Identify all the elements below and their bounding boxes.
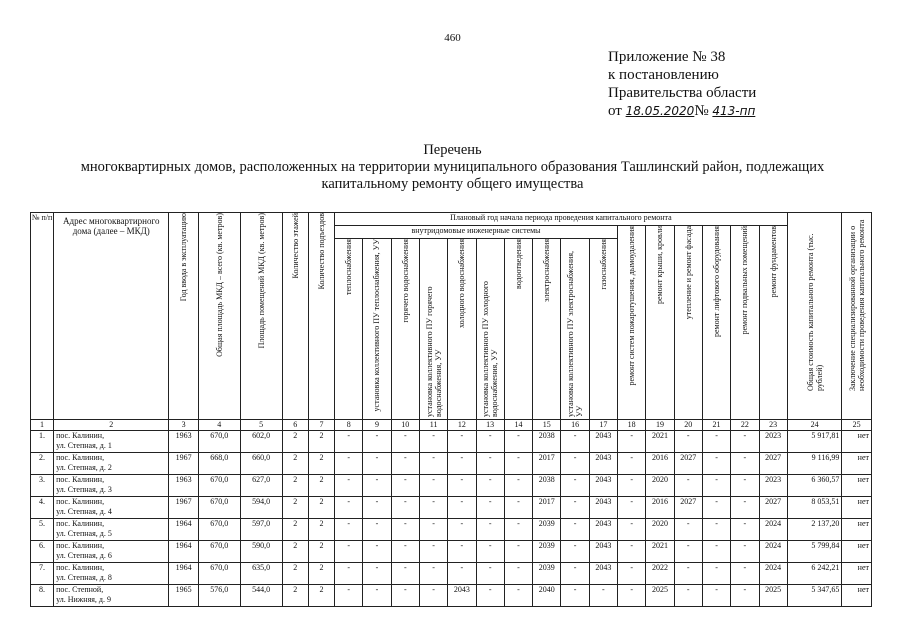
appendix-line-2: к постановлению (608, 67, 719, 83)
column-number: 7 (308, 420, 334, 431)
table-cell: 5. (31, 519, 54, 541)
table-cell: 2 (308, 497, 334, 519)
address-line-2: ул. Степная, д. 6 (56, 551, 112, 560)
table-cell: - (674, 585, 702, 607)
table-cell: 8. (31, 585, 54, 607)
table-cell: 2023 (759, 475, 787, 497)
table-cell: - (561, 475, 589, 497)
table-cell: 2027 (759, 497, 787, 519)
table-cell: 2038 (533, 475, 561, 497)
table-cell: - (618, 585, 646, 607)
table-cell: 670,0 (198, 475, 240, 497)
table-cell: - (731, 585, 759, 607)
table-cell: 2 (282, 453, 308, 475)
table-cell: 3. (31, 475, 54, 497)
table-cell: - (702, 563, 730, 585)
column-number: 21 (702, 420, 730, 431)
header-electric: электроснабжения (533, 239, 561, 420)
table-cell: - (731, 541, 759, 563)
table-cell: 2043 (589, 453, 617, 475)
table-cell: 670,0 (198, 563, 240, 585)
table-cell: - (363, 563, 391, 585)
table-cell: - (618, 563, 646, 585)
table-cell: 627,0 (240, 475, 282, 497)
table-cell: - (504, 431, 532, 453)
address-line-2: ул. Степная, д. 4 (56, 507, 112, 516)
table-cell: - (731, 563, 759, 585)
table-cell: - (448, 497, 476, 519)
header-address: Адрес многоквартирного дома (далее – МКД) (54, 213, 169, 420)
address-cell (54, 585, 169, 607)
column-number: 3 (169, 420, 198, 431)
table-cell: - (504, 541, 532, 563)
table-cell: - (731, 519, 759, 541)
column-number: 8 (335, 420, 363, 431)
table-cell: 2020 (646, 475, 674, 497)
table-cell: 2. (31, 453, 54, 475)
column-number: 16 (561, 420, 589, 431)
header-drainage: водоотведения (504, 239, 532, 420)
table-cell: - (702, 431, 730, 453)
table-cell: - (561, 563, 589, 585)
table-cell: - (476, 497, 504, 519)
header-elevator: ремонт лифтового оборудования (702, 226, 730, 420)
houses-table (30, 212, 872, 607)
table-cell: 2039 (533, 541, 561, 563)
address-line-1: пос. Степной, (56, 585, 104, 594)
table-cell: 6. (31, 541, 54, 563)
table-cell: 670,0 (198, 541, 240, 563)
table-cell: 2 (308, 519, 334, 541)
table-row (31, 563, 872, 585)
column-number: 22 (731, 420, 759, 431)
column-number: 10 (391, 420, 419, 431)
table-cell: 2 (308, 453, 334, 475)
table-cell: 670,0 (198, 497, 240, 519)
table-cell: - (504, 453, 532, 475)
table-cell: 2 (282, 519, 308, 541)
table-cell: 2027 (674, 497, 702, 519)
table-cell: 602,0 (240, 431, 282, 453)
table-cell: - (391, 585, 419, 607)
column-number: 25 (842, 420, 872, 431)
column-number: 1 (31, 420, 54, 431)
table-cell: - (476, 541, 504, 563)
table-cell: - (335, 497, 363, 519)
table-cell: - (448, 431, 476, 453)
table-cell: - (504, 519, 532, 541)
table-cell: - (674, 541, 702, 563)
table-cell: 2039 (533, 563, 561, 585)
header-floors: Количество этажей (282, 213, 308, 420)
appendix-line-3: Правительства области (608, 85, 757, 101)
cost-cell: 9 116,99 (787, 453, 842, 475)
table-cell: - (702, 519, 730, 541)
table-cell: - (363, 431, 391, 453)
header-hot-water-meter: установка коллективного ПУ горячего водоснабжения, УУ (419, 239, 447, 420)
address-cell (54, 563, 169, 585)
table-cell: - (476, 519, 504, 541)
cost-cell: 8 053,51 (787, 497, 842, 519)
table-cell: - (618, 431, 646, 453)
table-row (31, 541, 872, 563)
cost-cell: 5 799,84 (787, 541, 842, 563)
table-cell: - (363, 475, 391, 497)
table-row (31, 519, 872, 541)
header-total-cost: Общая стоимость капитального ремонта (тыс. рублей) (787, 213, 842, 420)
table-cell: - (335, 585, 363, 607)
column-number: 11 (419, 420, 447, 431)
table-cell: - (363, 541, 391, 563)
table-cell: 1964 (169, 519, 198, 541)
table-cell: - (561, 519, 589, 541)
appendix-date-line (608, 102, 756, 120)
table-cell: - (391, 475, 419, 497)
address-line-2: ул. Степная, д. 3 (56, 485, 112, 494)
table-cell: - (419, 431, 447, 453)
table-cell: 1965 (169, 585, 198, 607)
table-cell: 1963 (169, 475, 198, 497)
table-cell: 597,0 (240, 519, 282, 541)
table-cell: - (702, 585, 730, 607)
header-conclusion: Заключение специализированной организации о необходимости проведения капитального ремонта (842, 213, 872, 420)
header-hot-water: горячего водоснабжения (391, 239, 419, 420)
table-cell: 2 (308, 431, 334, 453)
table-cell: - (561, 453, 589, 475)
cost-cell: 5 917,81 (787, 431, 842, 453)
table-cell: - (731, 431, 759, 453)
table-cell: 2025 (646, 585, 674, 607)
column-number: 13 (476, 420, 504, 431)
column-number: 6 (282, 420, 308, 431)
table-cell: 2043 (589, 497, 617, 519)
column-number: 24 (787, 420, 842, 431)
table-cell: - (363, 453, 391, 475)
table-cell: - (618, 519, 646, 541)
table-cell: - (419, 453, 447, 475)
conclusion-cell: нет (842, 453, 872, 475)
title-line-3: капитальному ремонту общего имущества (321, 176, 584, 192)
header-electric-meter: установка коллективного ПУ электроснабжения, УУ (561, 239, 589, 420)
table-cell: 2027 (759, 453, 787, 475)
table-cell: 2 (282, 431, 308, 453)
header-heat: теплоснабжения (335, 239, 363, 420)
header-gas: газоснабжения (589, 239, 617, 420)
table-cell: - (702, 475, 730, 497)
table-cell: - (589, 585, 617, 607)
table-cell: 594,0 (240, 497, 282, 519)
table-cell: - (504, 585, 532, 607)
table-cell: 2038 (533, 431, 561, 453)
table-cell: 2 (308, 541, 334, 563)
table-cell: 1967 (169, 497, 198, 519)
table-cell: - (335, 453, 363, 475)
table-row (31, 497, 872, 519)
table-cell: 2 (308, 475, 334, 497)
table-cell: - (448, 563, 476, 585)
table-cell: 4. (31, 497, 54, 519)
table-cell: - (391, 453, 419, 475)
table-cell: 576,0 (198, 585, 240, 607)
table-cell: - (702, 453, 730, 475)
table-cell: - (561, 497, 589, 519)
table-cell: - (731, 497, 759, 519)
conclusion-cell: нет (842, 563, 872, 585)
table-cell: - (363, 585, 391, 607)
table-cell: 2022 (646, 563, 674, 585)
column-number: 20 (674, 420, 702, 431)
table-row (31, 431, 872, 453)
address-line-1: пос. Калинин, (56, 519, 105, 528)
table-cell: - (561, 541, 589, 563)
address-line-2: ул. Степная, д. 1 (56, 441, 112, 450)
address-line-2: ул. Степная, д. 5 (56, 529, 112, 538)
header-internal-systems: внутридомовые инженерные системы (335, 226, 618, 239)
address-line-1: пос. Калинин, (56, 541, 105, 550)
table-cell: 2043 (589, 475, 617, 497)
table-cell: 590,0 (240, 541, 282, 563)
table-cell: - (476, 475, 504, 497)
handwritten-number: 413-пп (712, 104, 756, 118)
table-cell: 2043 (448, 585, 476, 607)
table-cell: 2017 (533, 497, 561, 519)
column-number: 23 (759, 420, 787, 431)
table-cell: 2 (308, 563, 334, 585)
table-cell: - (674, 475, 702, 497)
table-cell: 2020 (646, 519, 674, 541)
header-heat-meter: установка коллективного ПУ теплоснабжения, УУ (363, 239, 391, 420)
cost-cell: 6 242,21 (787, 563, 842, 585)
table-cell: 1. (31, 431, 54, 453)
appendix-block (608, 48, 756, 120)
table-cell: 1964 (169, 563, 198, 585)
column-number: 9 (363, 420, 391, 431)
table-cell: 1967 (169, 453, 198, 475)
table-cell: - (363, 497, 391, 519)
column-number: 5 (240, 420, 282, 431)
table-cell: 2043 (589, 563, 617, 585)
table-cell: 2016 (646, 453, 674, 475)
address-line-1: пос. Калинин, (56, 563, 105, 572)
cost-cell: 5 347,65 (787, 585, 842, 607)
column-number-row (31, 420, 872, 431)
table-cell: 2 (282, 475, 308, 497)
table-cell: - (419, 541, 447, 563)
address-cell (54, 431, 169, 453)
table-cell: - (618, 497, 646, 519)
table-cell: 2024 (759, 541, 787, 563)
table-cell: 2 (282, 563, 308, 585)
table-cell: - (674, 519, 702, 541)
table-cell: - (504, 497, 532, 519)
table-cell: - (674, 431, 702, 453)
table-cell: 2017 (533, 453, 561, 475)
table-cell: - (731, 453, 759, 475)
table-cell: 1963 (169, 431, 198, 453)
title-line-2: многоквартирных домов, расположенных на территории муниципального образования Ташлинский район, подлежащих (80, 159, 825, 175)
table-cell: 2043 (589, 541, 617, 563)
table-cell: - (448, 453, 476, 475)
table-cell: - (335, 431, 363, 453)
table-cell: - (391, 431, 419, 453)
table-cell: 2043 (589, 519, 617, 541)
table-cell: - (335, 563, 363, 585)
table-cell: 2023 (759, 431, 787, 453)
conclusion-cell: нет (842, 431, 872, 453)
column-number: 2 (54, 420, 169, 431)
header-roof: ремонт крыши, кровли (646, 226, 674, 420)
table-cell: - (504, 475, 532, 497)
table-cell: - (561, 431, 589, 453)
table-cell: - (674, 563, 702, 585)
table-cell: 2 (282, 585, 308, 607)
table-cell: - (618, 453, 646, 475)
table-cell: 544,0 (240, 585, 282, 607)
table-cell: - (476, 453, 504, 475)
column-number: 19 (646, 420, 674, 431)
address-line-1: пос. Калинин, (56, 497, 105, 506)
address-line-1: пос. Калинин, (56, 453, 105, 462)
table-cell: 635,0 (240, 563, 282, 585)
table-cell: 2043 (589, 431, 617, 453)
table-cell: 7. (31, 563, 54, 585)
address-line-1: пос. Калинин, (56, 431, 105, 440)
table-cell: - (448, 541, 476, 563)
column-number: 14 (504, 420, 532, 431)
table-cell: - (335, 519, 363, 541)
conclusion-cell: нет (842, 585, 872, 607)
table-cell: - (363, 519, 391, 541)
column-number: 4 (198, 420, 240, 431)
table-cell: - (448, 475, 476, 497)
header-year: Год ввода в эксплуатацию (169, 213, 198, 420)
header-cold-water-meter: установка коллективного ПУ холодного водоснабжения, УУ (476, 239, 504, 420)
table-cell: 2016 (646, 497, 674, 519)
table-cell: 660,0 (240, 453, 282, 475)
table-cell: 2040 (533, 585, 561, 607)
header-num: № п/п (31, 213, 54, 420)
address-cell (54, 475, 169, 497)
column-number: 18 (618, 420, 646, 431)
address-line-2: ул. Степная, д. 8 (56, 573, 112, 582)
from-label: от (608, 103, 622, 119)
table-cell: - (335, 475, 363, 497)
table-cell: 2024 (759, 563, 787, 585)
conclusion-cell: нет (842, 541, 872, 563)
table-cell: 2039 (533, 519, 561, 541)
table-cell: - (419, 585, 447, 607)
table-cell: 670,0 (198, 519, 240, 541)
table-cell: - (702, 497, 730, 519)
table-cell: - (476, 431, 504, 453)
header-facade: утепление и ремонт фасада (674, 226, 702, 420)
table-cell: 2021 (646, 431, 674, 453)
header-foundation: ремонт фундаментов (759, 226, 787, 420)
table-cell: - (419, 475, 447, 497)
table-cell: 670,0 (198, 431, 240, 453)
cost-cell: 2 137,20 (787, 519, 842, 541)
table-cell: 2024 (759, 519, 787, 541)
address-line-2: ул. Нижняя, д. 9 (56, 595, 111, 604)
table-cell: - (391, 563, 419, 585)
table-row (31, 453, 872, 475)
table-cell: 2 (308, 585, 334, 607)
header-row-1 (31, 213, 872, 226)
table-cell: 2 (282, 541, 308, 563)
table-cell: - (731, 475, 759, 497)
address-cell (54, 497, 169, 519)
header-entrances: Количество подъездов (308, 213, 334, 420)
address-cell (54, 519, 169, 541)
table-cell: - (391, 541, 419, 563)
handwritten-date: 18.05.2020 (625, 104, 695, 118)
table-cell: - (391, 497, 419, 519)
address-cell (54, 453, 169, 475)
table-cell: - (561, 585, 589, 607)
column-number: 17 (589, 420, 617, 431)
table-cell: - (504, 563, 532, 585)
table-cell: 2027 (674, 453, 702, 475)
address-line-1: пос. Калинин, (56, 475, 105, 484)
table-cell: 2025 (759, 585, 787, 607)
header-total-area: Общая площадь МКД – всего (кв. метров) (198, 213, 240, 420)
conclusion-cell: нет (842, 519, 872, 541)
conclusion-cell: нет (842, 497, 872, 519)
table-cell: - (419, 497, 447, 519)
table-cell: - (448, 519, 476, 541)
table-cell: - (391, 519, 419, 541)
table-row (31, 585, 872, 607)
table-cell: - (419, 519, 447, 541)
table-cell: 2021 (646, 541, 674, 563)
header-premises-area: Площадь помещений МКД (кв. метров) (240, 213, 282, 420)
title-line-1: Перечень (423, 142, 482, 158)
table-row (31, 475, 872, 497)
header-fire: ремонт систем пожаротушения, дымоудаления (618, 226, 646, 420)
address-line-2: ул. Степная, д. 2 (56, 463, 112, 472)
table-cell: 668,0 (198, 453, 240, 475)
table-cell: - (702, 541, 730, 563)
header-planned-year: Плановый год начала периода проведения капитального ремонта (335, 213, 788, 226)
column-number: 12 (448, 420, 476, 431)
page-number: 460 (444, 32, 461, 44)
column-number: 15 (533, 420, 561, 431)
address-cell (54, 541, 169, 563)
table-cell: 1964 (169, 541, 198, 563)
header-basement: ремонт подвальных помещений (731, 226, 759, 420)
cost-cell: 6 360,57 (787, 475, 842, 497)
table-cell: - (335, 541, 363, 563)
appendix-line-1: Приложение № 38 (608, 49, 726, 65)
table-cell: - (618, 475, 646, 497)
table-cell: - (618, 541, 646, 563)
table-cell: - (419, 563, 447, 585)
table-cell: - (476, 563, 504, 585)
table-cell: 2 (282, 497, 308, 519)
conclusion-cell: нет (842, 475, 872, 497)
table-cell: - (476, 585, 504, 607)
number-label: № (694, 103, 709, 119)
header-cold-water: холодного водоснабжения (448, 239, 476, 420)
